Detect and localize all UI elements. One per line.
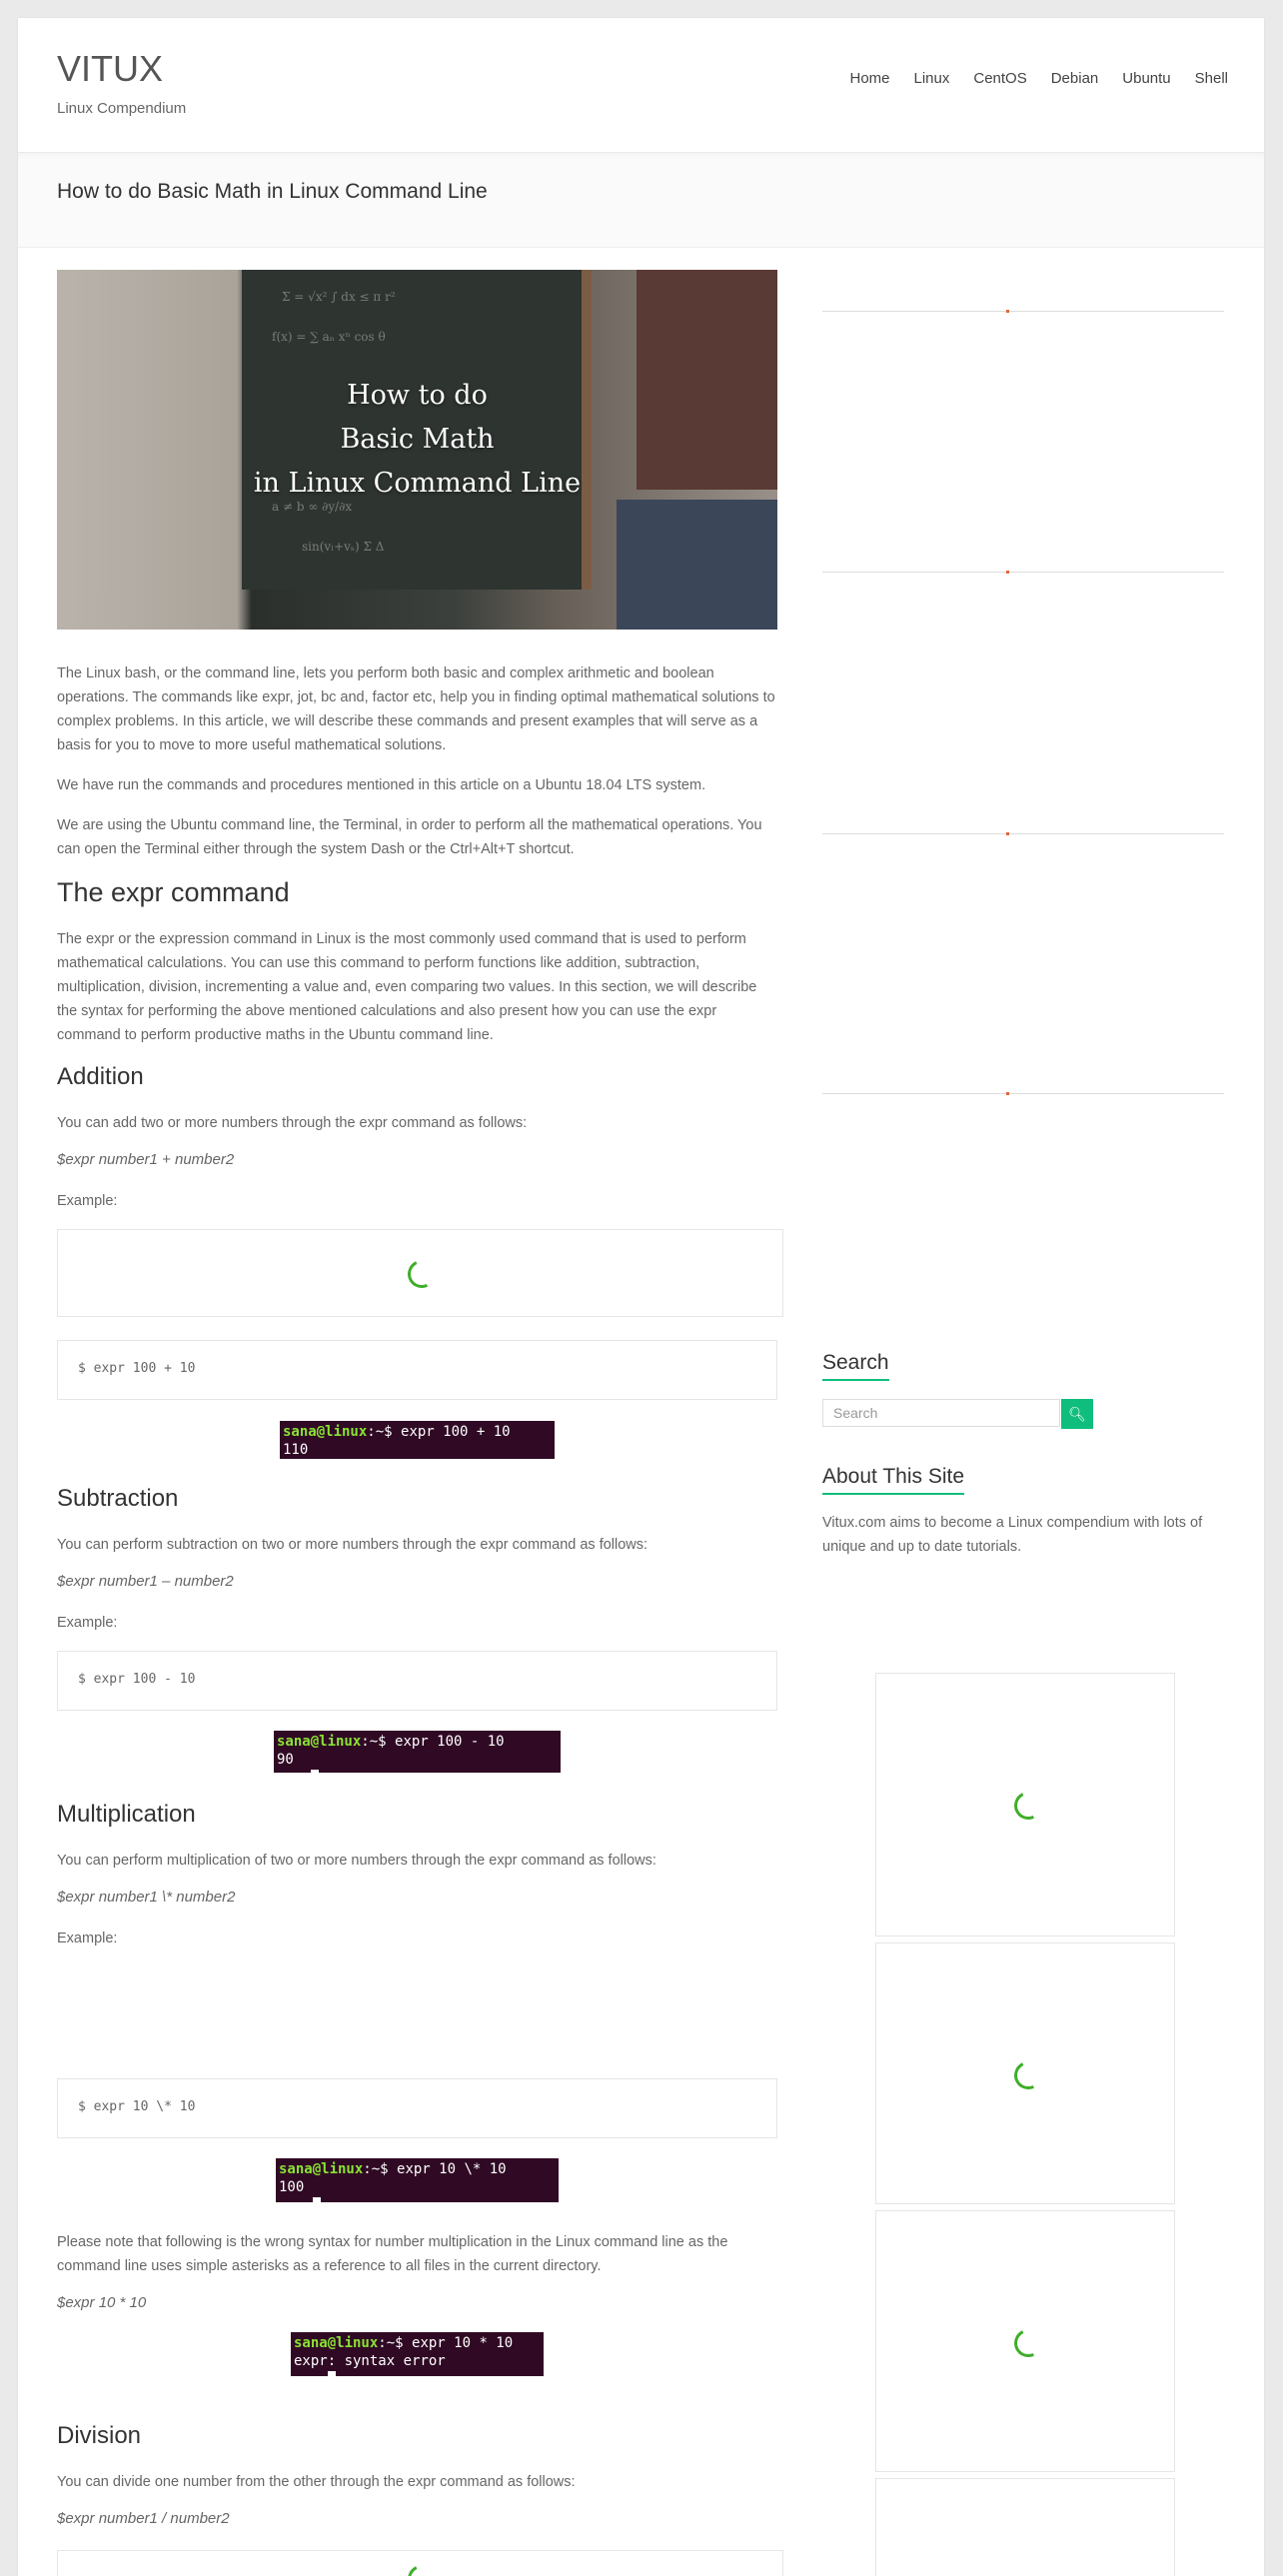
featured-image-caption xyxy=(57,374,777,506)
main-nav xyxy=(849,70,1228,87)
loading-spinner-icon xyxy=(404,1256,440,1292)
nav-item-centos[interactable]: CentOS xyxy=(973,70,1027,87)
hero-line-3: in Linux Command Line xyxy=(253,468,582,499)
addition-syntax: $expr number1 + number2 xyxy=(57,1151,235,1168)
loading-embed xyxy=(57,2550,783,2576)
intro-paragraph-2: We have run the commands and procedures mentioned in this article on a Ubuntu 18.04 LTS system. xyxy=(57,777,706,793)
sidebar-divider xyxy=(822,833,1224,834)
subtraction-example-label: Example: xyxy=(57,1615,118,1631)
featured-image xyxy=(57,270,777,630)
loading-embed xyxy=(57,1229,783,1317)
site-tagline: Linux Compendium xyxy=(57,100,187,117)
terminal-cursor xyxy=(311,1770,319,1773)
sidebar-embed xyxy=(875,2478,1175,2576)
terminal-command: :~$ expr 100 - 10 xyxy=(361,1734,505,1750)
terminal-screenshot-multiplication xyxy=(276,2158,559,2202)
hero-line-1: How to do xyxy=(347,380,488,411)
division-syntax: $expr number1 / number2 xyxy=(57,2510,230,2527)
search-icon: 🔍︎ xyxy=(1068,1406,1086,1422)
intro-paragraph-3: We are using the Ubuntu command line, the Terminal, in order to perform all the mathematical operations. You can open the Terminal either through the system Dash or the Ctrl+Alt+T shortcut. xyxy=(57,817,762,857)
search-button[interactable] xyxy=(1061,1399,1093,1429)
search-input[interactable]: Search xyxy=(822,1399,1060,1427)
terminal-output: expr: syntax error xyxy=(294,2353,446,2369)
heading-multiplication: Multiplication xyxy=(57,1801,196,1828)
heading-addition: Addition xyxy=(57,1063,144,1090)
loading-spinner-icon xyxy=(1010,1788,1046,1824)
page-title: How to do Basic Math in Linux Command Line xyxy=(57,180,488,203)
nav-item-home[interactable]: Home xyxy=(849,70,890,87)
subtraction-syntax: $expr number1 – number2 xyxy=(57,1573,234,1590)
code-block-multiplication[interactable] xyxy=(57,2078,777,2138)
terminal-command: :~$ expr 10 * 10 xyxy=(378,2335,514,2351)
code-block-addition[interactable] xyxy=(57,1340,777,1400)
code-addition: $ expr 100 + 10 xyxy=(78,1361,196,1376)
terminal-cursor xyxy=(328,2371,336,2376)
section-heading-expr: The expr command xyxy=(57,877,290,907)
addition-text: You can add two or more numbers through the expr command as follows: xyxy=(57,1115,528,1131)
terminal-output: 90 xyxy=(277,1752,294,1768)
search-widget-title: Search xyxy=(822,1351,889,1381)
sidebar-divider xyxy=(822,311,1224,312)
terminal-user: sana@linux xyxy=(279,2161,364,2177)
hero-line-2: Basic Math xyxy=(340,424,495,455)
loading-spinner-icon xyxy=(1010,2325,1046,2361)
division-text: You can divide one number from the other through the expr command as follows: xyxy=(57,2474,576,2490)
about-text: Vitux.com aims to become a Linux compendium with lots of unique and up to date tutorials. xyxy=(822,1515,1203,1555)
terminal-cursor xyxy=(313,2197,321,2202)
code-subtraction: $ expr 100 - 10 xyxy=(78,1672,196,1687)
terminal-screenshot-subtraction xyxy=(274,1731,561,1773)
terminal-output: 110 xyxy=(283,1442,309,1458)
subtraction-text: You can perform subtraction on two or more numbers through the expr command as follows: xyxy=(57,1537,648,1553)
loading-spinner-icon xyxy=(404,2561,440,2576)
nav-item-debian[interactable]: Debian xyxy=(1050,70,1099,87)
nav-item-linux[interactable]: Linux xyxy=(913,70,950,87)
code-multiplication: $ expr 10 \* 10 xyxy=(78,2099,196,2114)
heading-division: Division xyxy=(57,2422,142,2449)
sidebar-divider xyxy=(822,1093,1224,1094)
person-graphic xyxy=(617,500,777,630)
terminal-user: sana@linux xyxy=(283,1424,368,1440)
intro-paragraph-1: The Linux bash, or the command line, lets you perform both basic and complex arithmetic and boolean operations. The commands like expr, jot, bc and, factor etc, help you in finding optimal mathematical solutions to complex problems. In this article, we will describe these commands and present examples that will serve as a basis for you to move to more useful mathematical solutions. xyxy=(57,665,775,753)
sidebar-embed xyxy=(875,1942,1175,2204)
site-header xyxy=(18,18,1264,153)
wrong-syntax: $expr 10 * 10 xyxy=(57,2294,147,2311)
multiplication-syntax: $expr number1 \* number2 xyxy=(57,1889,236,1906)
sidebar-embed xyxy=(875,1673,1175,1936)
page xyxy=(18,18,1264,2576)
terminal-screenshot-wrong-syntax xyxy=(291,2332,544,2376)
chalkboard-graphic: Σ = √x² ∫ dx ≤ π r² f(x) = ∑ aₙ xⁿ cos θ a ≠ b ∞ ∂y/∂x sin(vₗ+vₛ) Σ Δ xyxy=(242,270,592,590)
sidebar-divider xyxy=(822,572,1224,573)
terminal-command: :~$ expr 10 \* 10 xyxy=(363,2161,507,2177)
nav-item-shell[interactable]: Shell xyxy=(1194,70,1228,87)
terminal-user: sana@linux xyxy=(294,2335,379,2351)
multiplication-note: Please note that following is the wrong syntax for number multiplication in the Linux command line as the command line uses simple asterisks as a reference to all files in the current directory. xyxy=(57,2234,728,2274)
site-logo[interactable]: VITUX xyxy=(57,48,164,89)
terminal-output: 100 xyxy=(279,2179,305,2195)
terminal-command: :~$ expr 100 + 10 xyxy=(367,1424,511,1440)
about-widget-title: About This Site xyxy=(822,1465,964,1495)
terminal-screenshot-addition xyxy=(280,1421,555,1459)
terminal-user: sana@linux xyxy=(277,1734,362,1750)
multiplication-example-label: Example: xyxy=(57,1931,118,1946)
loading-spinner-icon xyxy=(1010,2057,1046,2093)
nav-item-ubuntu[interactable]: Ubuntu xyxy=(1122,70,1171,87)
code-block-subtraction[interactable] xyxy=(57,1651,777,1711)
page-title-bar xyxy=(18,153,1264,248)
addition-example-label: Example: xyxy=(57,1193,118,1209)
expr-paragraph: The expr or the expression command in Linux is the most commonly used command that is used to perform mathematical calculations. You can use this command to perform functions like addition, subtraction, multiplication, division, incrementing a value and, even comparing two values. In this section, we will describe the syntax for performing the above mentioned calculations and also present how you can use the expr command to perform productive maths in the Ubuntu command line. xyxy=(57,931,757,1043)
sidebar-embed xyxy=(875,2210,1175,2472)
heading-subtraction: Subtraction xyxy=(57,1485,179,1512)
multiplication-text: You can perform multiplication of two or more numbers through the expr command as follows: xyxy=(57,1853,656,1869)
